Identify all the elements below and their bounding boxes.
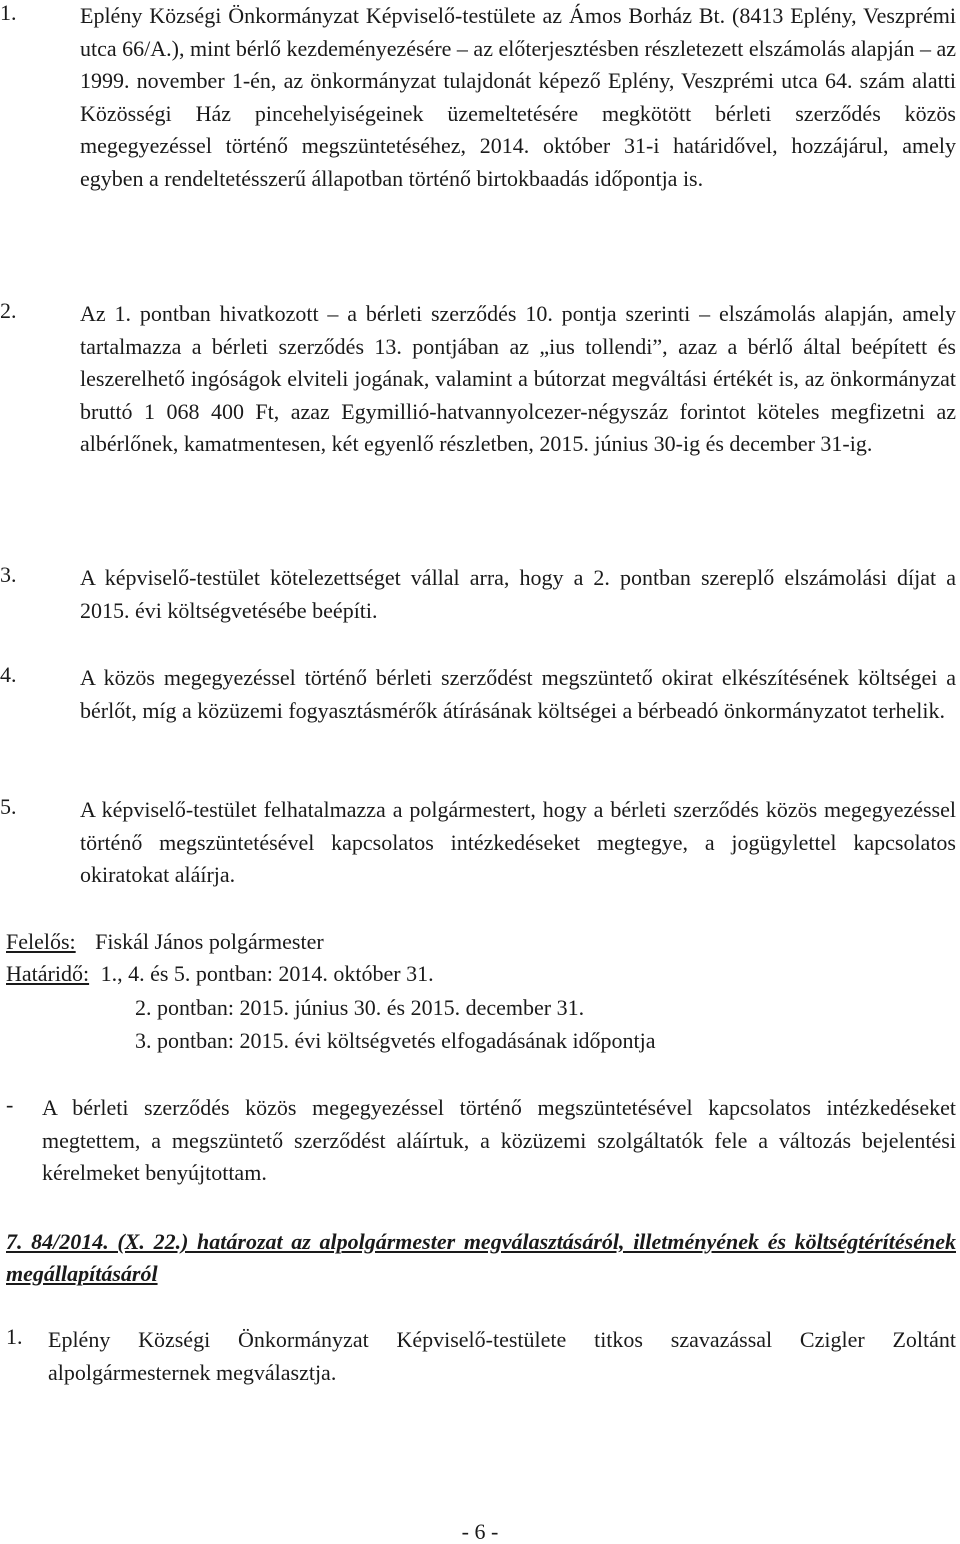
report-text: A bérleti szerződés közös megegyezéssel történő megszüntetésével kapcsolatos intézkedéseket megtettem, a megszüntető szerződést aláírtuk, a közüzemi szolgáltatók fele a változás bejelentési kérelmeket benyújtottam. [42,1095,956,1185]
item-number: 3. [0,562,17,587]
resolution-item-3 [0,562,956,627]
item-text: Eplény Községi Önkormányzat Képviselő-testülete az Ámos Borház Bt. (8413 Eplény, Veszprémi utca 66/A.), mint bérlő kezdeményezésére – az előterjesztésben részletezett elszámolás alapján – az 1999. november 1-én, az önkormányzat tulajdonát képező Eplény, Veszprémi utca 64. szám alatti Közösségi Ház pincehelyiségeinek üzemeltetésére megkötött bérleti szerződés közös megegyezéssel történő megszüntetéséhez, 2014. október 31-i határidővel, hozzájárul, amely egyben a rendeltetésszerű állapotban történő birtokbaadás időpontja is. [80,3,956,191]
item-text: A képviselő-testület kötelezettséget vállal arra, hogy a 2. pontban szereplő elszámolási díjat a 2015. évi költségvetésébe beépíti. [80,565,956,623]
resolution-item-1 [0,0,956,195]
item-number: 4. [0,662,17,687]
deadline-row [6,958,434,990]
item-number: 2. [0,298,17,323]
section-heading: 7. 84/2014. (X. 22.) határozat az alpolgármester megválasztásáról, illetményének és költségtérítésének megállapításáról [6,1229,956,1286]
responsible-row [6,926,324,958]
page-number: - 6 - [461,1519,499,1544]
responsible-value: Fiskál János polgármester [95,929,324,954]
item-text: A képviselő-testület felhatalmazza a polgármestert, hogy a bérleti szerződés közös megegyezéssel történő megszüntetésével kapcsolatos intézkedéseket megtegye, a jogügylettel kapcsolatos okiratokat aláírja. [80,797,956,887]
item-number: 1. [0,0,17,25]
report-bullet: - [6,1092,14,1117]
resolution-item-4 [0,662,956,727]
item-number: 1. [6,1324,23,1349]
resolution-item-2 [0,298,956,461]
item-text: Az 1. pontban hivatkozott – a bérleti szerződés 10. pontja szerinti – elszámolás alapján, amely tartalmazza a bérleti szerződés 13. pontjában az „ius tollendi”, azaz a bérlő által beépített és leszerelhető ingóságok elviteli jogának, valamint a bútorzat megváltási értékét is, az önkormányzat bruttó 1 068 400 Ft, azaz Egymillió-hatvannyolcezer-négyszáz forintot köteles megfizetni az albérlőnek, kamatmentesen, két egyenlő részletben, 2015. június 30-ig és december 31-ig. [80,301,956,456]
deadline-line-2: 2. pontban: 2015. június 30. és 2015. december 31. [135,995,585,1020]
item-text: Eplény Községi Önkormányzat Képviselő-testülete titkos szavazással Czigler Zoltánt alpolgármesternek megválasztja. [48,1327,956,1385]
deadline-label: Határidő: [6,961,90,986]
resolution-item-5 [0,794,956,892]
item-number: 5. [0,794,17,819]
deadline-line-1: 1., 4. és 5. pontban: 2014. október 31. [100,961,434,986]
resolution-7-item-1 [6,1324,956,1389]
item-text: A közös megegyezéssel történő bérleti szerződést megszüntető okirat elkészítésének költségei a bérlőt, míg a közüzemi fogyasztásmérők átírásának költségei a bérbeadó önkormányzatot terhelik. [80,665,956,723]
responsible-label: Felelős: [6,929,76,954]
deadline-line-3: 3. pontban: 2015. évi költségvetés elfogadásának időpontja [135,1028,656,1053]
implementation-report [6,1092,956,1190]
